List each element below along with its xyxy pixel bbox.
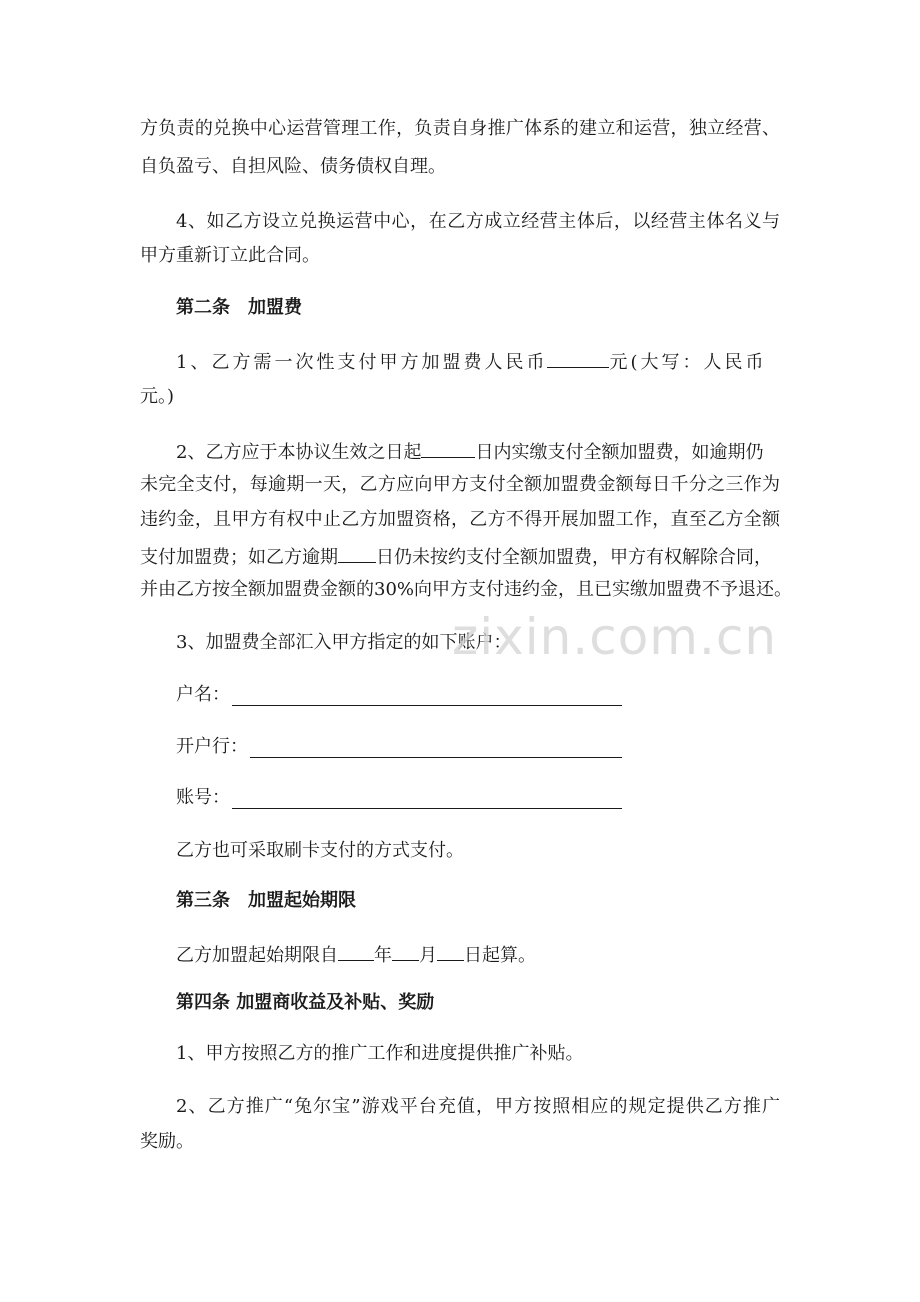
term-text: 日仍未按约支付全额加盟费，甲方有权解除合同， [376, 547, 772, 568]
bank-label: 开户行： [176, 736, 248, 757]
year-blank [338, 942, 374, 961]
paragraph-line: 方负责的兑换中心运营管理工作，负责自身推广体系的建立和运营，独立经营、 [140, 118, 780, 139]
day-blank [437, 942, 464, 961]
account-name-field [176, 684, 622, 706]
fee-text: 元(大写：人民币 [609, 352, 767, 373]
term-text: 日内实缴支付全额加盟费，如逾期仍 [475, 442, 764, 463]
month-label: 月 [419, 945, 437, 966]
paragraph-line: 4、如乙方设立兑换运营中心，在乙方成立经营主体后，以经营主体名义与 [176, 211, 780, 232]
paragraph-line: 乙方也可采取刷卡支付的方式支付。 [176, 840, 464, 861]
paragraph-line: 未完全支付，每逾期一天，乙方应向甲方支付全额加盟费金额每日千分之三作为 [140, 474, 780, 495]
year-label: 年 [374, 945, 392, 966]
paragraph-line: 元。) [140, 386, 175, 407]
article-heading: 第三条 加盟起始期限 [176, 890, 356, 911]
term-text: 支付加盟费；如乙方逾期 [140, 547, 338, 568]
account-number-field [176, 787, 622, 809]
bank-field [176, 736, 622, 758]
paragraph-line: 奖励。 [140, 1131, 194, 1152]
fee-amount-line [176, 349, 766, 374]
paragraph-line: 1、甲方按照乙方的推广工作和进度提供推广补贴。 [176, 1043, 584, 1064]
article-heading: 第二条 加盟费 [176, 297, 302, 318]
fee-amount-blank [547, 349, 609, 368]
days-blank [421, 439, 475, 458]
paragraph-line: 3、加盟费全部汇入甲方指定的如下账户： [176, 632, 512, 653]
term-text: 2、乙方应于本协议生效之日起 [176, 442, 422, 463]
start-text: 乙方加盟起始期限自 [176, 945, 338, 966]
paragraph-line: 2、乙方推广“兔尔宝”游戏平台充值，甲方按照相应的规定提供乙方推广 [176, 1096, 780, 1117]
account-number-blank [232, 788, 622, 809]
paragraph-line: 自负盈亏、自担风险、债务债权自理。 [140, 156, 446, 177]
bank-blank [250, 737, 622, 758]
overdue-days-blank [338, 544, 376, 563]
account-name-label: 户名： [176, 684, 230, 705]
start-date-line [176, 942, 536, 967]
payment-term-line [176, 439, 763, 464]
overdue-line [140, 544, 772, 569]
paragraph-line: 违约金，且甲方有权中止乙方加盟资格，乙方不得开展加盟工作，直至乙方全额 [140, 509, 780, 530]
paragraph-line: 甲方重新订立此合同。 [140, 245, 320, 266]
account-name-blank [232, 685, 622, 706]
account-number-label: 账号： [176, 787, 230, 808]
start-text: 日起算。 [464, 945, 536, 966]
fee-text: 1、乙方需一次性支付甲方加盟费人民币 [176, 352, 548, 373]
watermark: zixin.com.cn [452, 608, 778, 666]
paragraph-line: 并由乙方按全额加盟费金额的30%向甲方支付违约金，且已实缴加盟费不予退还。 [140, 579, 793, 600]
month-blank [392, 942, 419, 961]
article-heading: 第四条 加盟商收益及补贴、奖励 [176, 992, 435, 1013]
